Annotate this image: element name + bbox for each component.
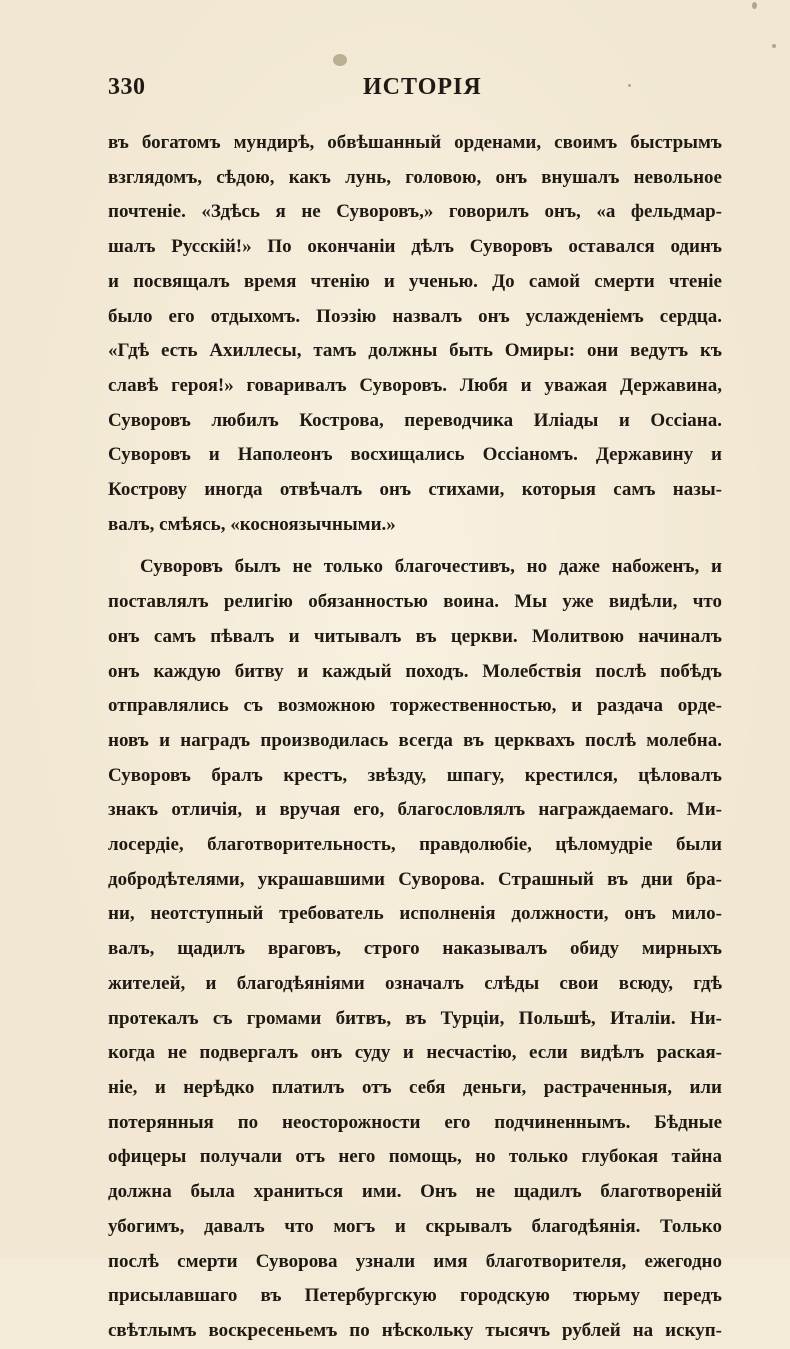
page-speck [752,2,757,9]
page-number: 330 [108,74,146,100]
text-line: славѣ героя!» говаривалъ Суворовъ. Любя и уважая Державина, [108,374,722,396]
text-line: потерянныя по неосторожности его подчиненнымъ. Бѣдные [108,1111,722,1133]
paragraph-2 [108,550,722,1348]
text-line: присылавшаго въ Петербургскую городскую тюрьму передъ [108,1285,722,1307]
header-ornament [333,54,347,66]
text-line: Суворовъ бралъ крестъ, звѣзду, шпагу, крестился, цѣловалъ [108,764,722,786]
text-line: когда не подвергалъ онъ суду и несчастію, если видѣлъ раская- [108,1042,722,1064]
text-line: лосердіе, благотворительность, правдолюбіе, цѣломудріе были [108,834,722,856]
text-line: свѣтлымъ воскресеньемъ по нѣскольку тысячъ рублей на искуп- [108,1319,722,1341]
text-line: валъ, смѣясь, «косноязычными.» [108,513,396,535]
text-line: поставлялъ религію обязанностью воина. Мы уже видѣли, что [108,591,722,613]
text-line: онъ самъ пѣвалъ и читывалъ въ церкви. Молитвою начиналъ [108,625,722,647]
text-line: и посвящалъ время чтенію и ученью. До самой смерти чтеніе [108,270,722,292]
running-head: ИСТОРІЯ [363,74,482,100]
text-line: знакъ отличія, и вручая его, благословлялъ награждаемаго. Ми- [108,799,722,821]
text-line: валъ, щадилъ враговъ, строго наказывалъ обиду мирныхъ [108,938,722,960]
text-line: жителей, и благодѣяніями означалъ слѣды свои всюду, гдѣ [108,972,722,994]
text-line: ніе, и нерѣдко платилъ отъ себя деньги, растраченныя, или [108,1076,722,1098]
text-line: въ богатомъ мундирѣ, обвѣшанный орденами, своимъ быстрымъ [108,132,722,153]
text-line: почтеніе. «Здѣсь я не Суворовъ,» говорилъ онъ, «а фельдмар- [108,201,722,223]
text-line: должна была храниться ими. Онъ не щадилъ благотвореній [108,1181,722,1203]
body-text [108,126,722,1349]
text-line: Суворовъ былъ не только благочестивъ, но даже набоженъ, и [140,556,722,578]
text-line: было его отдыхомъ. Поэзію назвалъ онъ услажденіемъ сердца. [108,305,722,327]
text-line: «Гдѣ есть Ахиллесы, тамъ должны быть Омиры: они ведутъ къ [108,340,722,362]
text-line: Суворовъ и Наполеонъ восхищались Оссіаномъ. Державину и [108,444,722,466]
text-line: ни, неотступный требователь исполненія должности, онъ мило- [108,903,722,925]
text-line: протекалъ съ громами битвъ, въ Турціи, Польшѣ, Италіи. Ни- [108,1007,722,1029]
text-line: Кострову иногда отвѣчалъ онъ стихами, которыя самъ назы- [108,479,722,501]
text-line: онъ каждую битву и каждый походъ. Молебствія послѣ побѣдъ [108,660,722,682]
page-speck [772,44,776,48]
text-line: убогимъ, давалъ что могъ и скрывалъ благодѣянія. Только [108,1215,722,1237]
text-line: шалъ Русскій!» По окончаніи дѣлъ Суворовъ оставался одинъ [108,236,722,258]
text-line: послѣ смерти Суворова узнали имя благотворителя, ежегодно [108,1250,722,1272]
text-line: Суворовъ любилъ Кострова, переводчика Иліады и Оссіана. [108,409,722,431]
text-line: офицеры получали отъ него помощь, но только глубокая тайна [108,1146,722,1168]
text-line: добродѣтелями, украшавшими Суворова. Страшный въ дни бра- [108,868,722,890]
text-line: взглядомъ, сѣдою, какъ лунь, головою, онъ внушалъ невольное [108,166,722,188]
text-line: новъ и наградъ производилась всегда въ церквахъ послѣ молебна. [108,729,722,751]
text-line: отправлялись съ возможною торжественностью, и раздача орде- [108,695,722,717]
page-header [108,74,688,114]
paragraph-1 [108,126,722,542]
